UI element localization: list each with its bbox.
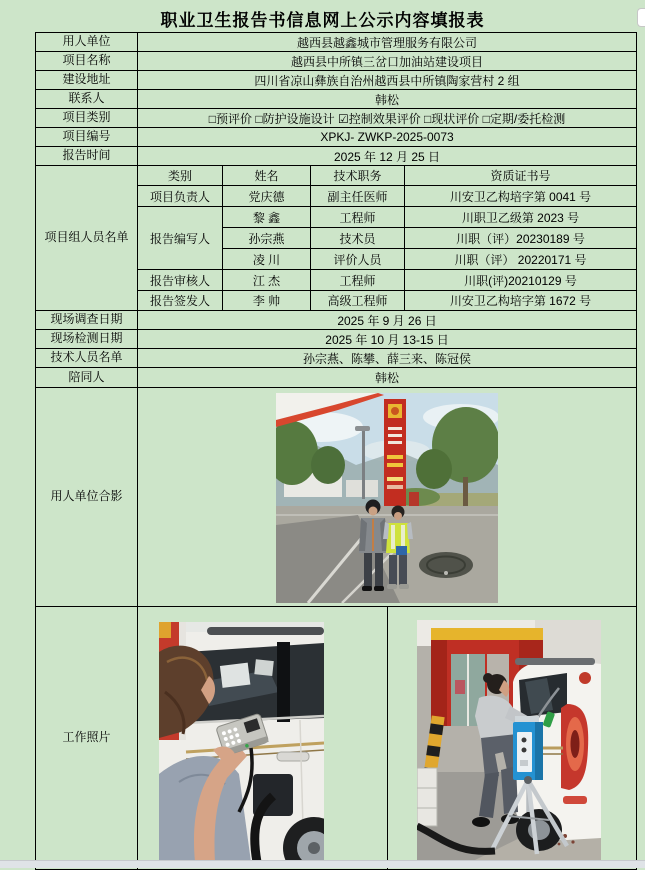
row-contact — [36, 90, 637, 109]
team-title: 副主任医师 — [311, 186, 405, 207]
field-value-employer: 越西县越鑫城市管理服务有限公司 — [138, 33, 637, 52]
row-test-date — [36, 330, 637, 349]
team-title: 工程师 — [311, 270, 405, 291]
field-value-project-no: XPKJ- ZWKP-2025-0073 — [138, 128, 637, 147]
field-label-survey-date: 现场调查日期 — [36, 311, 138, 330]
team-header-row — [36, 166, 637, 186]
work-photo-left-cell — [140, 607, 388, 869]
field-label-report-date: 报告时间 — [36, 147, 138, 166]
team-category: 项目负责人 — [138, 186, 223, 207]
team-cert: 川安卫乙构培字第 0041 号 — [405, 186, 637, 207]
team-category: 报告审核人 — [138, 270, 223, 291]
field-label-contact: 联系人 — [36, 90, 138, 109]
field-label-project-name: 项目名称 — [36, 52, 138, 71]
team-cert: 川职（评）20230189 号 — [405, 228, 637, 249]
work-photo-right-cell — [388, 607, 634, 869]
row-tech-staff — [36, 349, 637, 368]
field-label-employer: 用人单位 — [36, 33, 138, 52]
field-value-project-name: 越西县中所镇三岔口加油站建设项目 — [138, 52, 637, 71]
team-title: 评价人员 — [311, 249, 405, 270]
row-report-date — [36, 147, 637, 166]
team-group-label: 项目组人员名单 — [36, 166, 138, 311]
row-project-name — [36, 52, 637, 71]
page-title: 职业卫生报告书信息网上公示内容填报表 — [160, 11, 485, 30]
team-name: 凌 川 — [223, 249, 311, 270]
row-employer — [36, 33, 637, 52]
team-name: 党庆德 — [223, 186, 311, 207]
form-table — [35, 32, 637, 870]
team-header-title: 技术职务 — [311, 166, 405, 186]
row-group-photo — [36, 388, 637, 607]
row-survey-date — [36, 311, 637, 330]
field-label-category: 项目类别 — [36, 109, 138, 128]
field-label-address: 建设地址 — [36, 71, 138, 90]
field-label-escort: 陪同人 — [36, 368, 138, 388]
team-cert: 川职(评)20210129 号 — [405, 270, 637, 291]
field-value-address: 四川省凉山彝族自治州越西县中所镇陶家营村 2 组 — [138, 71, 637, 90]
team-category: 报告编写人 — [138, 207, 223, 270]
field-value-contact: 韩松 — [138, 90, 637, 109]
team-cert: 川职（评） 20220171 号 — [405, 249, 637, 270]
team-title: 高级工程师 — [311, 291, 405, 311]
team-category: 报告签发人 — [138, 291, 223, 311]
row-work-photos — [36, 607, 637, 870]
team-name: 江 杰 — [223, 270, 311, 291]
row-address — [36, 71, 637, 90]
work-photo-tripod-sampler — [417, 620, 601, 860]
field-label-test-date: 现场检测日期 — [36, 330, 138, 349]
field-value-test-date: 2025 年 10 月 13-15 日 — [138, 330, 637, 349]
team-header-category: 类别 — [138, 166, 223, 186]
team-header-name: 姓名 — [223, 166, 311, 186]
field-label-tech-staff: 技术人员名单 — [36, 349, 138, 368]
vertical-scrollbar-thumb[interactable] — [637, 8, 645, 27]
field-label-group-photo: 用人单位合影 — [36, 388, 138, 607]
group-photo-image — [276, 393, 498, 603]
team-name: 李 帅 — [223, 291, 311, 311]
row-category — [36, 109, 637, 128]
team-header-cert: 资质证书号 — [405, 166, 637, 186]
work-photo-handheld-detector — [159, 622, 324, 862]
field-value-category-checkboxes: □预评价 □防护设施设计 ☑控制效果评价 □现状评价 □定期/委托检测 — [138, 109, 637, 128]
team-name: 黎 鑫 — [223, 207, 311, 228]
group-photo-cell — [138, 388, 637, 607]
team-title: 工程师 — [311, 207, 405, 228]
row-escort — [36, 368, 637, 388]
team-name: 孙宗燕 — [223, 228, 311, 249]
team-cert: 川安卫乙构培字第 1672 号 — [405, 291, 637, 311]
team-title: 技术员 — [311, 228, 405, 249]
team-cert: 川职卫乙级第 2023 号 — [405, 207, 637, 228]
field-value-survey-date: 2025 年 9 月 26 日 — [138, 311, 637, 330]
horizontal-scrollbar[interactable] — [0, 860, 645, 868]
field-label-work-photos: 工作照片 — [36, 607, 138, 870]
field-value-report-date: 2025 年 12 月 25 日 — [138, 147, 637, 166]
row-project-no — [36, 128, 637, 147]
field-value-escort: 韩松 — [138, 368, 637, 388]
work-photos-cell — [138, 607, 637, 870]
field-value-tech-staff: 孙宗燕、陈攀、薛三来、陈冠侯 — [138, 349, 637, 368]
field-label-project-no: 项目编号 — [36, 128, 138, 147]
